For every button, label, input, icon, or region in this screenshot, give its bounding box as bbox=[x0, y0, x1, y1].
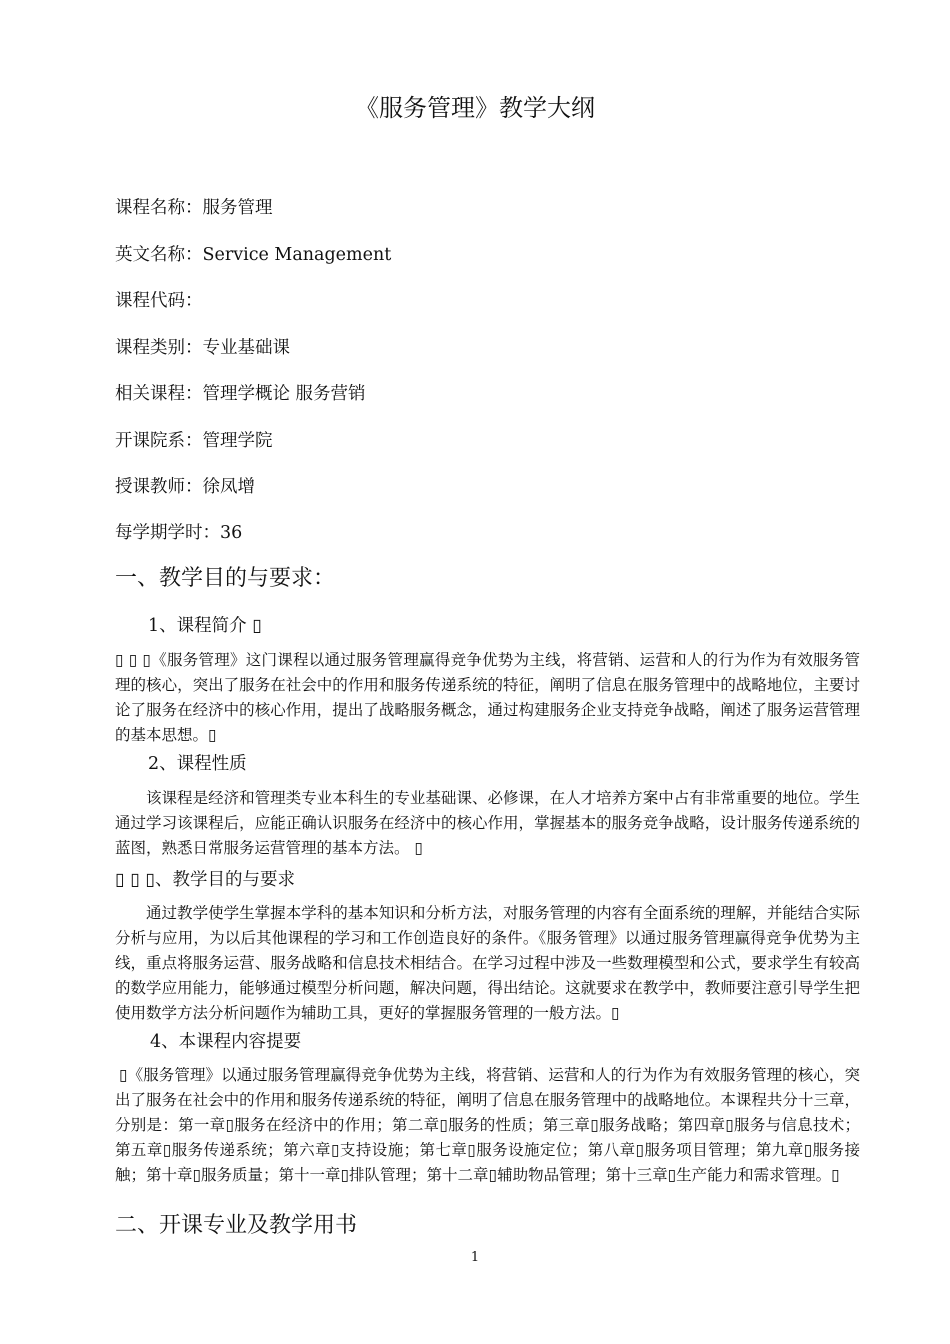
meta-english-name: 英文名称：Service Management bbox=[115, 245, 392, 265]
meta-course-category: 课程类别：专业基础课 bbox=[115, 338, 290, 358]
sub1-body: ▯ ▯ ▯《服务管理》这门课程以通过服务管理赢得竞争优势为主线，将营销、运营和人的行为作为有效服务管理的核心，突出了服务在社会中的作用和服务传递系统的特征，阐明了信息在服务管理中的战略地位，主要讨论了服务在经济中的核心作用，提出了战略服务概念，通过构建服务企业支持竞争战略，阐述了服务运营管理的基本思想。▯ bbox=[115, 651, 860, 744]
sub2-body: 该课程是经济和管理类专业本科生的专业基础课、必修课，在人才培养方案中占有非常重要的地位。学生通过学习该课程后，应能正确认识服务在经济中的核心作用，掌握基本的服务竞争战略，设计服务传递系统的蓝图，熟悉日常服务运营管理的基本方法。 ▯ bbox=[115, 789, 860, 857]
sub3-body: 通过教学使学生掌握本学科的基本知识和分析方法，对服务管理的内容有全面系统的理解，并能结合实际分析与应用，为以后其他课程的学习和工作创造良好的条件。《服务管理》以通过服务管理赢得竞争优势为主线，重点将服务运营、服务战略和信息技术相结合。在学习过程中涉及一些数理模型和公式，要求学生有较高的数学应用能力，能够通过模型分析问题，解决问题，得出结论。这就要求在教学中，教师要注意引导学生把使用数学方法分析问题作为辅助工具，更好的掌握服务管理的一般方法。▯ bbox=[115, 904, 860, 1022]
document-title: 《服务管理》教学大纲 bbox=[355, 94, 595, 122]
sub2-heading: 2、课程性质 bbox=[148, 754, 247, 774]
meta-course-name: 课程名称：服务管理 bbox=[115, 198, 273, 218]
sub4-heading: 4、本课程内容提要 bbox=[150, 1032, 302, 1052]
meta-hours: 每学期学时：36 bbox=[115, 523, 243, 543]
page-number: 1 bbox=[470, 1250, 480, 1265]
meta-course-code: 课程代码： bbox=[115, 291, 203, 311]
section1-heading: 一、教学目的与要求： bbox=[115, 566, 336, 591]
section2-heading: 二、开课专业及教学用书 bbox=[115, 1213, 358, 1238]
meta-related-courses: 相关课程：管理学概论 服务营销 bbox=[115, 384, 366, 404]
sub1-heading: 1、课程简介 ▯ bbox=[148, 616, 262, 636]
sub4-body: ▯《服务管理》以通过服务管理赢得竞争优势为主线，将营销、运营和人的行为作为有效服务管理的核心，突出了服务在社会中的作用和服务传递系统的特征，阐明了信息在服务管理中的战略地位。本课程共分十三章，分别是：第一章▯服务在经济中的作用；第二章▯服务的性质；第三章▯服务战略；第四章▯服务与信息技术；第五章▯服务传递系统；第六章▯支持设施；第七章▯服务设施定位；第八章▯服务项目管理；第九章▯服务接触；第十章▯服务质量；第十一章▯排队管理；第十二章▯辅助物品管理；第十三章▯生产能力和需求管理。▯ bbox=[115, 1066, 860, 1184]
meta-department: 开课院系：管理学院 bbox=[115, 431, 273, 451]
meta-teacher: 授课教师：徐凤增 bbox=[115, 477, 255, 497]
sub3-heading: ▯ ▯ ▯、教学目的与要求 bbox=[115, 870, 296, 890]
